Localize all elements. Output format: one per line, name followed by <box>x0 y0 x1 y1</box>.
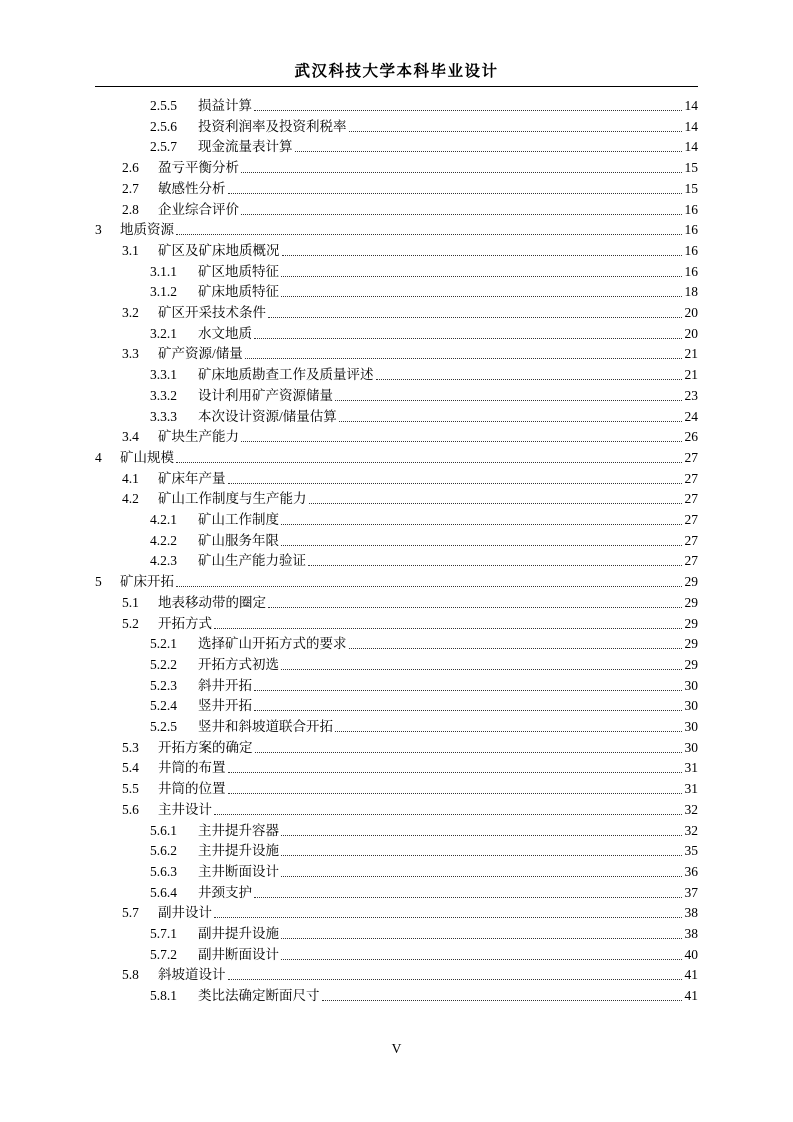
toc-dot-leader <box>281 296 682 297</box>
toc-entry[interactable] <box>0 758 793 779</box>
toc-entry-page: 29 <box>683 614 699 635</box>
toc-entry-number: 2.8 <box>122 201 139 217</box>
toc-entry-number: 5.8 <box>122 967 139 983</box>
toc-entry-title: 地表移动带的圈定 <box>158 593 267 614</box>
toc-entry-title: 矿区及矿床地质概况 <box>158 241 281 262</box>
toc-entry-title: 地质资源 <box>120 220 175 241</box>
toc-dot-leader <box>245 358 682 359</box>
toc-entry[interactable] <box>0 262 793 283</box>
toc-entry-number: 5.4 <box>122 760 139 776</box>
toc-entry-title: 主井提升容器 <box>198 821 280 842</box>
toc-dot-leader <box>335 731 682 732</box>
toc-dot-leader <box>214 917 682 918</box>
toc-entry-title: 现金流量表计算 <box>198 137 294 158</box>
toc-entry-number: 4.1 <box>122 470 139 486</box>
toc-entry-title: 矿山生产能力验证 <box>198 551 307 572</box>
toc-entry[interactable] <box>0 965 793 986</box>
toc-entry-title: 矿床地质特征 <box>198 282 280 303</box>
toc-dot-leader <box>228 793 682 794</box>
toc-entry-page: 27 <box>683 510 699 531</box>
toc-entry-number: 3.3 <box>122 346 139 362</box>
toc-dot-leader <box>349 648 682 649</box>
page-number: V <box>391 1041 402 1056</box>
toc-entry-page: 20 <box>683 303 699 324</box>
toc-entry[interactable] <box>0 924 793 945</box>
toc-entry-title: 投资利润率及投资利税率 <box>198 117 348 138</box>
toc-entry-page: 15 <box>683 158 699 179</box>
toc-entry[interactable] <box>0 779 793 800</box>
toc-dot-leader <box>254 897 682 898</box>
toc-entry[interactable] <box>0 883 793 904</box>
toc-entry-page: 38 <box>683 924 699 945</box>
toc-entry-page: 27 <box>683 469 699 490</box>
toc-entry-page: 26 <box>683 427 699 448</box>
toc-entry[interactable] <box>0 158 793 179</box>
toc-entry-page: 32 <box>683 800 699 821</box>
toc-dot-leader <box>281 276 682 277</box>
toc-entry-title: 敏感性分析 <box>158 179 227 200</box>
toc-entry-number: 5.6 <box>122 801 139 817</box>
toc-entry-title: 井筒的位置 <box>158 779 227 800</box>
toc-entry-number: 2.5.5 <box>150 98 177 113</box>
toc-entry-title: 损益计算 <box>198 96 253 117</box>
toc-entry-title: 主井设计 <box>158 800 213 821</box>
toc-entry-title: 开拓方式 <box>158 614 213 635</box>
toc-entry[interactable] <box>0 862 793 883</box>
toc-entry-page: 36 <box>683 862 699 883</box>
toc-dot-leader <box>281 876 682 877</box>
toc-entry[interactable] <box>0 572 793 593</box>
toc-entry-number: 3.3.3 <box>150 408 177 424</box>
toc-entry-number: 5.8.1 <box>150 988 177 1004</box>
toc-entry[interactable] <box>0 676 793 697</box>
toc-entry[interactable] <box>0 489 793 510</box>
toc-dot-leader <box>241 214 682 215</box>
toc-entry-number: 5.2.2 <box>150 656 177 672</box>
toc-entry[interactable] <box>0 717 793 738</box>
toc-entry-page: 14 <box>683 117 699 138</box>
toc-entry-number: 5.2 <box>122 615 139 631</box>
toc-dot-leader <box>254 710 682 711</box>
toc-entry-page: 29 <box>683 572 699 593</box>
toc-dot-leader <box>281 669 682 670</box>
header-divider <box>95 86 698 87</box>
toc-entry-number: 2.5.7 <box>150 139 177 155</box>
toc-entry-number: 2.7 <box>122 180 139 196</box>
toc-dot-leader <box>281 835 682 836</box>
toc-entry-title: 斜坡道设计 <box>158 965 227 986</box>
toc-entry-title: 矿区地质特征 <box>198 262 280 283</box>
toc-dot-leader <box>241 441 682 442</box>
toc-entry-title: 副井断面设计 <box>198 945 280 966</box>
toc-entry-title: 井筒的布置 <box>158 758 227 779</box>
toc-entry[interactable] <box>0 696 793 717</box>
toc-dot-leader <box>281 959 682 960</box>
toc-entry[interactable] <box>0 241 793 262</box>
toc-entry-title: 开拓方式初选 <box>198 655 280 676</box>
toc-entry[interactable] <box>0 96 793 117</box>
toc-entry-title: 副井提升设施 <box>198 924 280 945</box>
toc-entry-number: 5.7 <box>122 905 139 921</box>
toc-dot-leader <box>228 193 682 194</box>
toc-dot-leader <box>268 607 682 608</box>
toc-entry-title: 竖井和斜坡道联合开拓 <box>198 717 334 738</box>
toc-entry-page: 23 <box>683 386 699 407</box>
toc-dot-leader <box>241 172 682 173</box>
toc-entry[interactable] <box>0 945 793 966</box>
toc-entry-title: 主井断面设计 <box>198 862 280 883</box>
page-header-title: 武汉科技大学本科毕业设计 <box>294 63 499 80</box>
toc-dot-leader <box>254 338 682 339</box>
toc-entry-title: 水文地质 <box>198 324 253 345</box>
toc-entry-page: 14 <box>683 96 699 117</box>
toc-entry-page: 35 <box>683 841 699 862</box>
toc-dot-leader <box>254 690 682 691</box>
toc-entry-number: 5 <box>95 574 102 590</box>
toc-entry-number: 5.6.3 <box>150 863 177 879</box>
toc-entry[interactable] <box>0 324 793 345</box>
toc-dot-leader <box>335 400 682 401</box>
toc-dot-leader <box>176 586 682 587</box>
toc-entry[interactable] <box>0 386 793 407</box>
toc-dot-leader <box>268 317 682 318</box>
toc-dot-leader <box>228 772 682 773</box>
toc-entry-title: 矿山工作制度 <box>198 510 280 531</box>
toc-entry-number: 5.7.1 <box>150 926 177 941</box>
toc-entry-number: 4 <box>95 449 102 465</box>
toc-entry[interactable] <box>0 614 793 635</box>
toc-entry-title: 井颈支护 <box>198 883 253 904</box>
toc-entry[interactable] <box>0 634 793 655</box>
toc-entry[interactable] <box>0 469 793 490</box>
toc-dot-leader <box>176 234 682 235</box>
toc-entry-number: 5.2.1 <box>150 636 177 652</box>
toc-dot-leader <box>308 565 682 566</box>
toc-entry-title: 矿山服务年限 <box>198 531 280 552</box>
toc-entry-title: 主井提升设施 <box>198 841 280 862</box>
toc-entry-number: 4.2.2 <box>150 532 177 548</box>
toc-dot-leader <box>228 483 682 484</box>
toc-entry[interactable] <box>0 551 793 572</box>
toc-entry-page: 30 <box>683 717 699 738</box>
toc-entry-page: 32 <box>683 821 699 842</box>
toc-entry-page: 30 <box>683 676 699 697</box>
toc-entry-page: 31 <box>683 758 699 779</box>
toc-dot-leader <box>349 131 682 132</box>
toc-entry-number: 3.2 <box>122 305 139 320</box>
toc-entry-number: 3.1 <box>122 242 139 258</box>
toc-entry[interactable] <box>0 282 793 303</box>
toc-entry-page: 16 <box>683 220 699 241</box>
toc-entry[interactable] <box>0 344 793 365</box>
toc-entry-page: 38 <box>683 903 699 924</box>
toc-entry-number: 5.7.2 <box>150 946 177 962</box>
toc-entry-title: 斜井开拓 <box>198 676 253 697</box>
toc-entry-title: 选择矿山开拓方式的要求 <box>198 634 348 655</box>
toc-entry-title: 矿床地质勘查工作及质量评述 <box>198 365 375 386</box>
toc-dot-leader <box>281 545 682 546</box>
toc-dot-leader <box>255 752 682 753</box>
toc-entry-page: 21 <box>683 365 699 386</box>
toc-entry-number: 3 <box>95 222 102 238</box>
toc-entry-page: 41 <box>683 986 699 1007</box>
toc-entry-title: 类比法确定断面尺寸 <box>198 986 321 1007</box>
toc-entry-page: 30 <box>683 738 699 759</box>
toc-entry-number: 3.3.2 <box>150 387 177 403</box>
toc-entry-page: 15 <box>683 179 699 200</box>
toc-entry[interactable] <box>0 448 793 469</box>
toc-entry-number: 2.5.6 <box>150 118 177 134</box>
toc-entry-page: 37 <box>683 883 699 904</box>
toc-entry-number: 2.6 <box>122 160 139 176</box>
toc-entry-page: 27 <box>683 531 699 552</box>
toc-dot-leader <box>282 255 682 256</box>
toc-entry-page: 20 <box>683 324 699 345</box>
toc-entry-page: 31 <box>683 779 699 800</box>
toc-entry[interactable] <box>0 986 793 1007</box>
toc-entry-title: 矿区开采技术条件 <box>158 303 267 324</box>
toc-entry-title: 本次设计资源/储量估算 <box>198 407 338 428</box>
toc-dot-leader <box>281 938 682 939</box>
toc-entry-title: 开拓方案的确定 <box>158 738 254 759</box>
toc-entry-title: 盈亏平衡分析 <box>158 158 240 179</box>
toc-entry-number: 4.2 <box>122 491 139 507</box>
toc-entry-page: 40 <box>683 945 699 966</box>
toc-entry-number: 5.2.3 <box>150 677 177 693</box>
toc-entry-title: 矿床开拓 <box>120 572 175 593</box>
toc-entry-page: 27 <box>683 448 699 469</box>
toc-dot-leader <box>214 814 682 815</box>
toc-entry-page: 30 <box>683 696 699 717</box>
toc-entry-number: 3.2.1 <box>150 325 177 341</box>
toc-entry[interactable] <box>0 220 793 241</box>
toc-dot-leader <box>254 110 682 111</box>
toc-entry-number: 3.1.2 <box>150 284 177 300</box>
toc-entry-page: 18 <box>683 282 699 303</box>
toc-entry-number: 3.1.1 <box>150 263 177 279</box>
toc-entry[interactable] <box>0 510 793 531</box>
toc-entry-page: 29 <box>683 655 699 676</box>
toc-entry-number: 5.2.5 <box>150 719 177 734</box>
toc-entry-page: 29 <box>683 634 699 655</box>
toc-entry-title: 竖井开拓 <box>198 696 253 717</box>
toc-entry-number: 5.2.4 <box>150 698 177 714</box>
toc-entry[interactable] <box>0 593 793 614</box>
toc-entry-number: 3.3.1 <box>150 367 177 383</box>
toc-entry[interactable] <box>0 200 793 221</box>
toc-entry-page: 27 <box>683 551 699 572</box>
toc-entry-title: 矿山规模 <box>120 448 175 469</box>
toc-dot-leader <box>228 979 682 980</box>
toc-dot-leader <box>176 462 682 463</box>
toc-entry[interactable] <box>0 303 793 324</box>
toc-entry[interactable] <box>0 117 793 138</box>
toc-entry-title: 矿床年产量 <box>158 469 227 490</box>
toc-dot-leader <box>376 379 682 380</box>
toc-entry[interactable] <box>0 407 793 428</box>
toc-entry[interactable] <box>0 903 793 924</box>
toc-dot-leader <box>281 524 682 525</box>
toc-entry-title: 副井设计 <box>158 903 213 924</box>
toc-dot-leader <box>214 628 682 629</box>
toc-entry[interactable] <box>0 427 793 448</box>
toc-entry-number: 5.6.4 <box>150 884 177 900</box>
toc-entry[interactable] <box>0 738 793 759</box>
toc-entry-number: 5.5 <box>122 781 139 797</box>
toc-entry-page: 16 <box>683 241 699 262</box>
toc-entry-number: 5.6.2 <box>150 843 177 859</box>
toc-entry-number: 5.6.1 <box>150 822 177 838</box>
toc-entry-number: 4.2.1 <box>150 512 177 527</box>
toc-entry-page: 16 <box>683 200 699 221</box>
toc-entry-page: 29 <box>683 593 699 614</box>
toc-entry-page: 24 <box>683 407 699 428</box>
toc-dot-leader <box>309 503 682 504</box>
toc-entry-page: 14 <box>683 137 699 158</box>
toc-entry-page: 21 <box>683 344 699 365</box>
toc-entry-number: 3.4 <box>122 429 139 445</box>
toc-entry-page: 16 <box>683 262 699 283</box>
toc-entry[interactable] <box>0 800 793 821</box>
toc-entry[interactable] <box>0 531 793 552</box>
toc-entry-page: 41 <box>683 965 699 986</box>
toc-entry-title: 矿产资源/储量 <box>158 344 244 365</box>
toc-entry-page: 27 <box>683 489 699 510</box>
toc-entry-title: 设计利用矿产资源储量 <box>198 386 334 407</box>
toc-dot-leader <box>322 1000 682 1001</box>
toc-entry-number: 4.2.3 <box>150 553 177 569</box>
toc-entry[interactable] <box>0 821 793 842</box>
toc-entry[interactable] <box>0 655 793 676</box>
toc-entry[interactable] <box>0 365 793 386</box>
toc-dot-leader <box>339 421 682 422</box>
toc-dot-leader <box>295 151 682 152</box>
toc-entry[interactable] <box>0 841 793 862</box>
toc-entry[interactable] <box>0 137 793 158</box>
toc-entry-title: 矿块生产能力 <box>158 427 240 448</box>
toc-dot-leader <box>281 855 682 856</box>
toc-entry-number: 5.1 <box>122 594 139 610</box>
toc-entry-title: 矿山工作制度与生产能力 <box>158 489 308 510</box>
toc-entry-number: 5.3 <box>122 739 139 755</box>
toc-entry[interactable] <box>0 179 793 200</box>
toc-entry-title: 企业综合评价 <box>158 200 240 221</box>
